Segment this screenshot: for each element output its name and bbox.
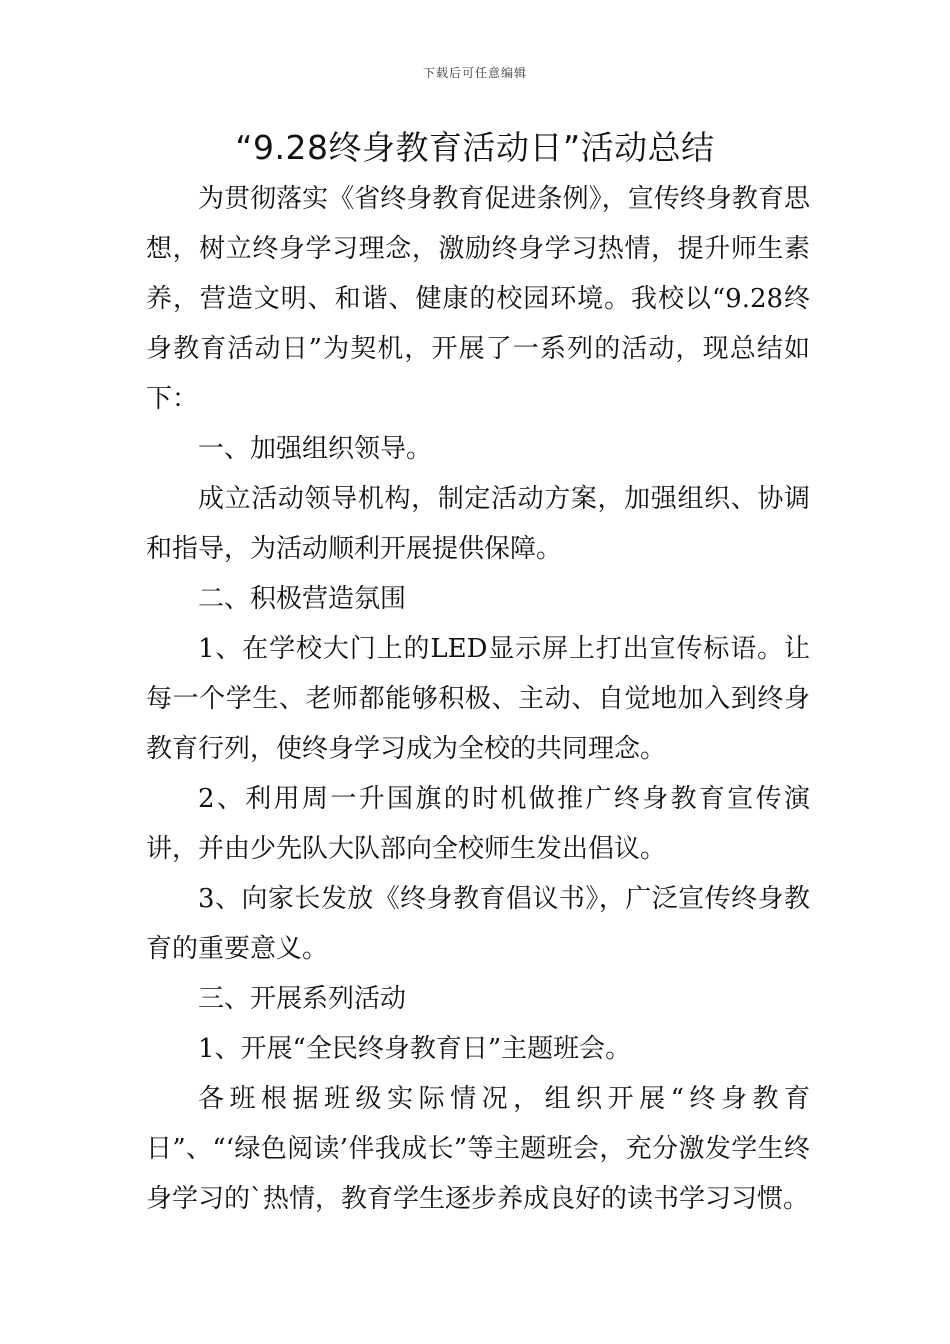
section-heading-3: 三、开展系列活动 <box>198 984 407 1014</box>
paragraph-item-2-2: 2、利用周一升国旗的时机做推广终身教育宣传演讲，并由少先队大队部向全校师生发出倡议。 <box>146 784 810 864</box>
section-heading-2: 二、积极营造氛围 <box>198 584 407 614</box>
paragraph-section-1: 成立活动领导机构，制定活动方案，加强组织、协调和指导，为活动顺利开展提供保障。 <box>146 484 810 564</box>
document-title: “9.28终身教育活动日”活动总结 <box>235 128 715 167</box>
paragraph-item-2-3: 3、向家长发放《终身教育倡议书》，广泛宣传终身教育的重要意义。 <box>146 884 810 964</box>
paragraph-item-3-1-detail: 各班根据班级实际情况，组织开展“终身教育日”、“‘绿色阅读’伴我成长”等主题班会，充分激发学生终身学习的`热情，教育学生逐步养成良好的读书学习习惯。 <box>146 1084 810 1214</box>
paragraph-item-3-1: 1、开展“全民终身教育日”主题班会。 <box>198 1034 632 1064</box>
header-note: 下载后可任意编辑 <box>422 66 527 80</box>
document-body <box>146 174 810 1224</box>
section-heading-1: 一、加强组织领导。 <box>198 434 433 464</box>
paragraph-item-2-1: 1、在学校大门上的LED显示屏上打出宣传标语。让每一个学生、老师都能够积极、主动、自觉地加入到终身教育行列，使终身学习成为全校的共同理念。 <box>146 634 810 764</box>
paragraph-intro: 为贯彻落实《省终身教育促进条例》，宣传终身教育思想，树立终身学习理念，激励终身学习热情，提升师生素养，营造文明、和谐、健康的校园环境。我校以“9.28终身教育活动日”为契机，开展了一系列的活动，现总结如下： <box>146 184 810 414</box>
